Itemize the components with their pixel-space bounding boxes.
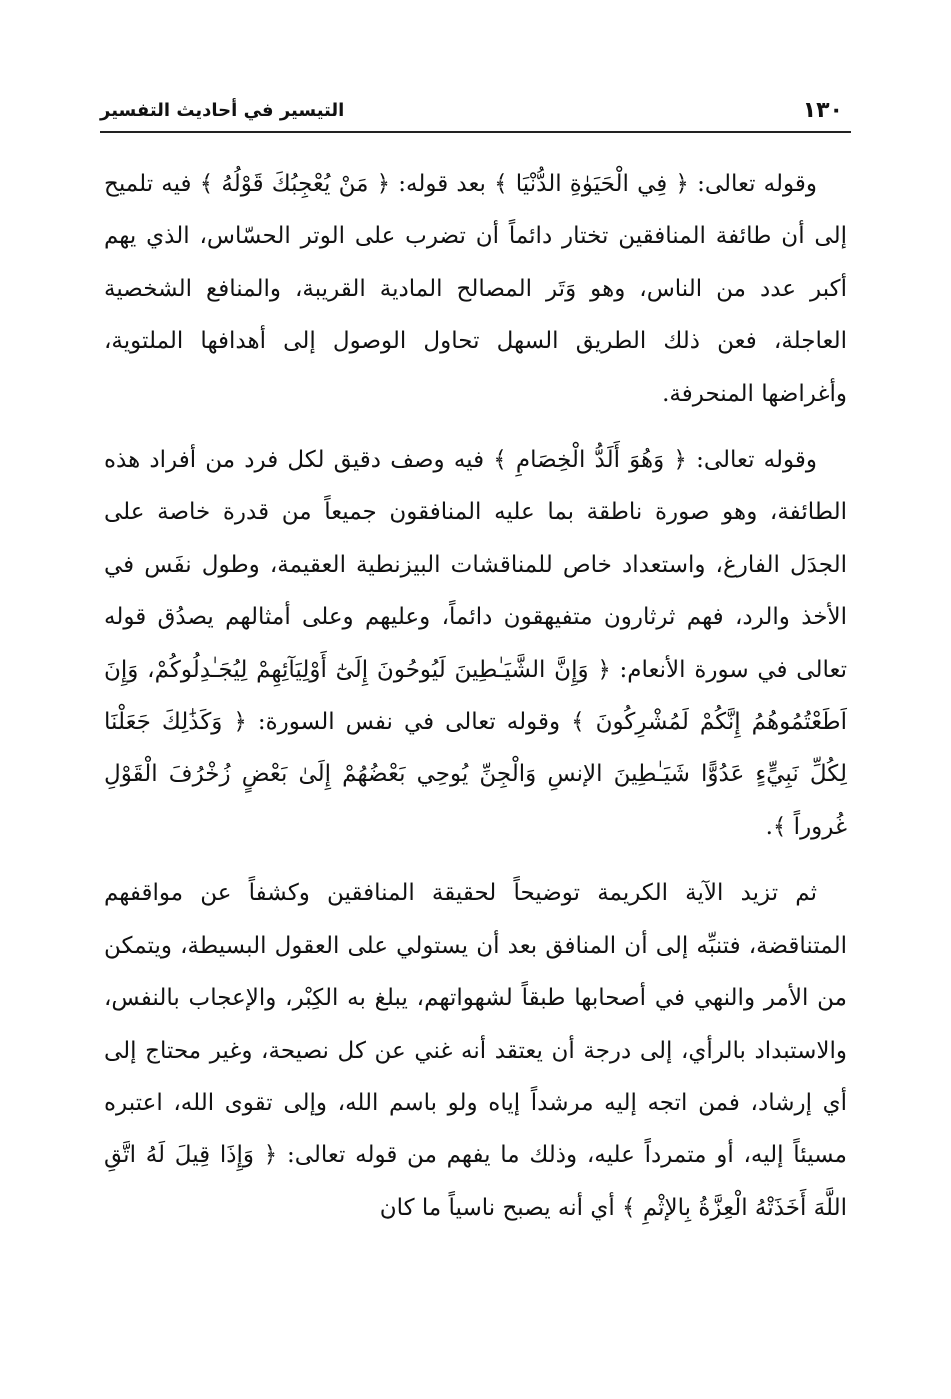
page-header — [100, 92, 851, 132]
paragraph: وقوله تعالى: ﴿ فِي الْحَيَوٰةِ الدُّنْيَا ﴾ بعد قوله: ﴿ مَنْ يُعْجِبُكَ قَوْلُهُ ﴾ فيه تلميح إلى أن طائفة المنافقين تختار دائماً أن تضرب على الوتر الحسّاس، الذي يهم أكبر عدد من الناس، وهو وَتَر المصالح المادية القريبة، والمنافع الشخصية العاجلة، فعن ذلك الطريق السهل تحاول الوصول إلى أهدافها الملتوية، وأغراضها المنحرفة. — [104, 171, 847, 407]
paragraph: ثم تزيد الآية الكريمة توضيحاً لحقيقة المنافقين وكشفاً عن مواقفهم المتناقضة، فتنبِّه إلى أن المنافق بعد أن يستولي على العقول البسيطة، ويتمكن من الأمر والنهي في أصحابها طبقاً لشهواتهم، يبلغ به الكِبْر، والإعجاب بالنفس، والاستبداد بالرأي، إلى درجة أن يعتقد أنه غني عن كل نصيحة، وغير محتاج إلى أي إرشاد، فمن اتجه إليه مرشداً إياه ولو باسم الله، وإلى تقوى الله، اعتبره مسيئاً إليه، أو متمرداً عليه، وذلك ما يفهم من قوله تعالى: ﴿ وَإِذَا قِيلَ لَهُ اتَّقِ اللَّهَ أَخَذَتْهُ الْعِزَّةُ بِالإثْمِ ﴾ أي أنه يصبح ناسياً ما كان — [104, 880, 847, 1221]
paragraph: وقوله تعالى: ﴿ وَهُوَ أَلَدُّ الْخِصَامِ ﴾ فيه وصف دقيق لكل فرد من أفراد هذه الطائفة، وهو صورة ناطقة بما عليه المنافقون جميعاً من قدرة خاصة على الجدَل الفارغ، واستعداد خاص للمناقشات البيزنطية العقيمة، وطول نفَس في الأخذ والرد، فهم ثرثارون متفيهقون دائماً، وعليهم وعلى أمثالهم يصدُق قوله تعالى في سورة الأنعام: ﴿ وَإِنَّ الشَّيَـٰطِينَ لَيُوحُونَ إِلَىٰٓ أَوْلِيَآئِهِمْ لِيُجَـٰدِلُوكُمْ، وَإِنَ اَطَعْتُمُوهُمُ إِنَّكُمْ لَمُشْرِكُونَ ﴾ وقوله تعالى في نفس السورة: ﴿ وَكَذَٰلِكَ جَعَلْنَا لِكُلِّ نَبِيٍّءٍ عَدُوًّا شَيَـٰطِينَ الإنسِ وَالْجِنِّ يُوحِي بَعْضُهُمْ إِلَىٰ بَعْضٍ زُخْرُفَ الْقَوْلِ غُروراً ﴾. — [104, 447, 847, 840]
body-text — [104, 158, 847, 1248]
running-title: التيسير في أحاديث التفسير — [100, 100, 345, 121]
page-number: ١٣٠ — [802, 98, 843, 123]
header-divider — [100, 131, 851, 133]
